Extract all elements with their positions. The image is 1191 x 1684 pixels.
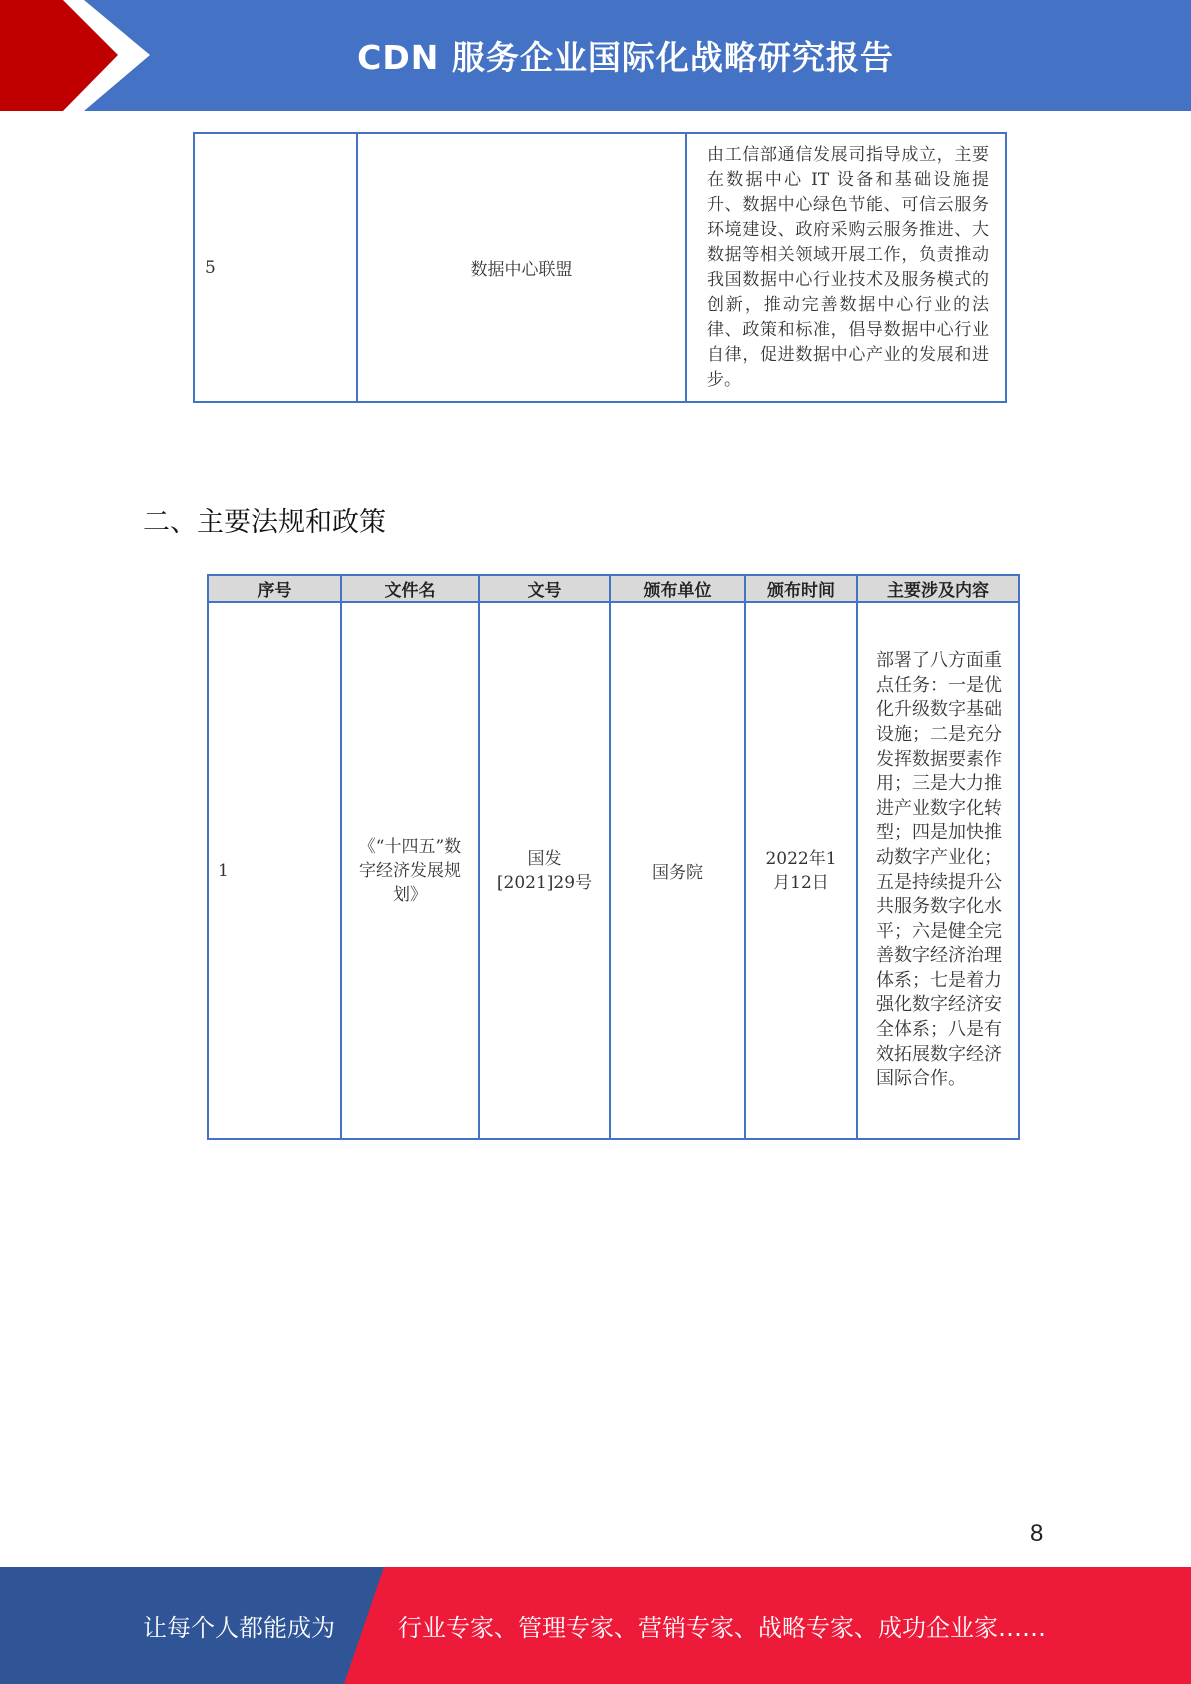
section-heading: 二、主要法规和政策 xyxy=(143,507,386,538)
policy-number: 1 xyxy=(208,602,341,1139)
policy-reference: 国发[2021]29号 xyxy=(479,602,610,1139)
policy-content: 部署了八方面重点任务：一是优化升级数字基础设施；二是充分发挥数据要素作用；三是大力推进产业数字化转型；四是加快推动数字产业化；五是持续提升公共服务数字化水平；六是健全完善数字经济治理体系；七是着力强化数字经济安全体系；八是有效拓展数字经济国际合作。 xyxy=(857,602,1019,1139)
organization-description: 由工信部通信发展司指导成立，主要在数据中心 IT 设备和基础设施提升、数据中心绿色节能、可信云服务环境建设、政府采购云服务推进、大数据等相关领域开展工作，负责推动我国数据中心行业技术及服务模式的创新，推动完善数据中心行业的法律、政策和标准，倡导数据中心行业自律，促进数据中心产业的发展和进步。 xyxy=(686,133,1006,402)
column-header-unit: 颁布单位 xyxy=(610,575,745,602)
policy-issuer: 国务院 xyxy=(610,602,745,1139)
organization-table xyxy=(193,132,1007,403)
column-header-no: 序号 xyxy=(208,575,341,602)
column-header-ref: 文号 xyxy=(479,575,610,602)
header-arrow-decoration xyxy=(0,0,150,111)
column-header-content: 主要涉及内容 xyxy=(857,575,1019,602)
page-footer xyxy=(0,1567,1191,1684)
row-number: 5 xyxy=(194,133,357,402)
table-row xyxy=(194,133,1006,402)
page-header xyxy=(0,0,1191,111)
page-number: 8 xyxy=(1030,1520,1044,1547)
column-header-time: 颁布时间 xyxy=(745,575,857,602)
policy-date: 2022年1月12日 xyxy=(745,602,857,1139)
organization-name: 数据中心联盟 xyxy=(357,133,686,402)
policy-table xyxy=(207,574,1020,1140)
footer-slogan-left: 让每个人都能成为 xyxy=(143,1614,335,1642)
report-title: CDN 服务企业国际化战略研究报告 xyxy=(357,38,894,77)
footer-slogan-right: 行业专家、管理专家、营销专家、战略专家、成功企业家…… xyxy=(398,1614,1046,1642)
table-row xyxy=(208,602,1019,1139)
table-header-row xyxy=(208,575,1019,602)
policy-file-name: 《“十四五”数字经济发展规划》 xyxy=(341,602,479,1139)
column-header-file: 文件名 xyxy=(341,575,479,602)
